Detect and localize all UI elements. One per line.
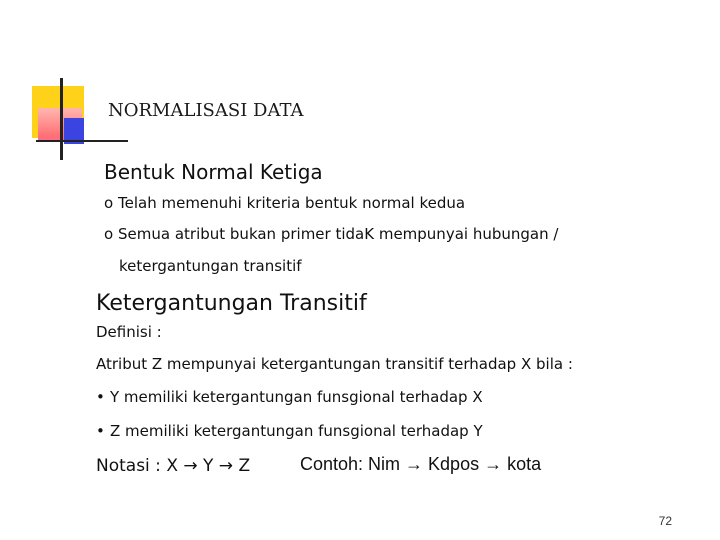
page-number: 72 [658,514,672,528]
dot-point-text: Y memiliki ketergantungan funsgional terhadap X [110,388,483,406]
section-heading-transitive: Ketergantungan Transitif [96,291,367,316]
section-heading-3nf: Bentuk Normal Ketiga [104,160,323,184]
decor-vertical-line [60,78,63,160]
bullet-marker: o [104,225,114,243]
definition-text: Atribut Z mempunyai ketergantungan transitif terhadap X bila : [96,355,573,373]
dot-marker: • [96,388,105,406]
bullet-item [104,194,465,212]
slide-title: NORMALISASI DATA [108,100,304,121]
bullet-text: Semua atribut bukan primer tidaK mempunyai hubungan / [118,225,559,243]
dot-marker: • [96,422,105,440]
dot-point [96,422,483,440]
dot-point-text: Z memiliki ketergantungan funsgional terhadap Y [110,422,483,440]
bullet-text: Telah memenuhi kriteria bentuk normal kedua [118,194,466,212]
definition-label: Definisi : [96,323,162,341]
decor-horizontal-line [36,140,128,142]
example-text: Contoh: Nim → Kdpos → kota [300,454,542,474]
dot-point [96,388,483,406]
bullet-continuation: ketergantungan transitif [119,257,302,275]
bullet-item [104,225,558,243]
notation-text: Notasi : X → Y → Z [96,456,251,476]
bullet-marker: o [104,194,114,212]
